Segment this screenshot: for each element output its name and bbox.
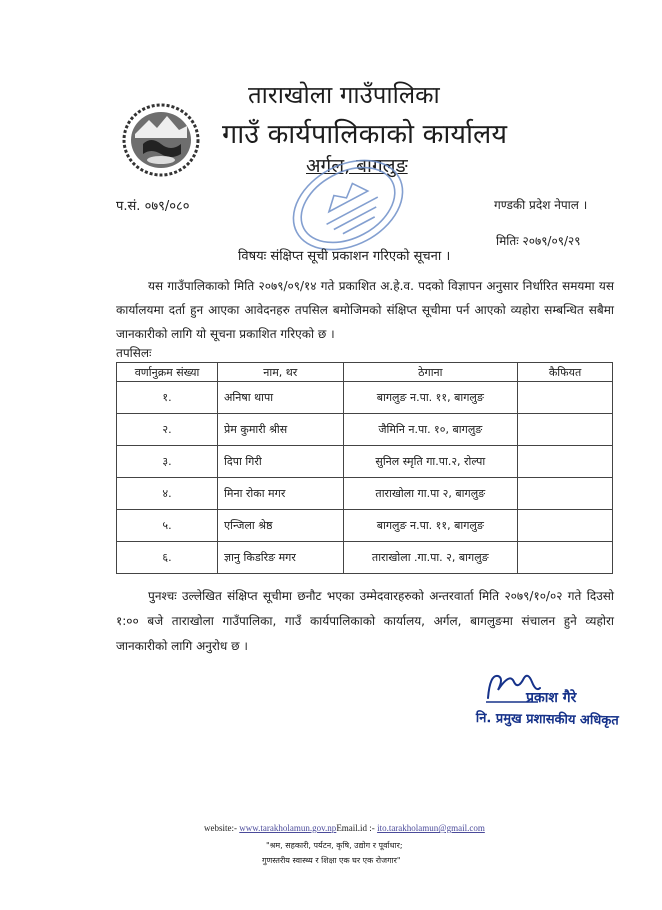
cell-address: ताराखोला .गा.पा. २, बागलुङ <box>343 542 518 574</box>
cell-name: दिपा गिरी <box>218 446 344 478</box>
cell-remarks <box>518 478 613 510</box>
cell-serial: ३. <box>117 446 218 478</box>
footer-slogan-line-1: "श्रम, सहकारी, पर्यटन, कृषि, उद्योग र पूर्वाधार; <box>266 841 403 850</box>
table-row <box>117 542 613 574</box>
cell-serial: २. <box>117 414 218 446</box>
postscript-note: पुनश्चः उल्लेखित संक्षिप्त सूचीमा छनौट भएका उम्मेदवारहरुको अन्तरवार्ता मिति २०७९/१०/०२ गते दिउसो १:०० बजे ताराखोला गाउँपालिका, गाउँ कार्यपालिकाको कार्यालय, अर्गल, बागलुङमा संचालन हुने व्यहोरा जानकारीको लागि अनुरोध छ । <box>116 589 614 653</box>
cell-serial: १. <box>117 382 218 414</box>
signer-title: नि. प्रमुख प्रशासकीय अधिकृत <box>475 710 619 729</box>
table-row <box>117 414 613 446</box>
notice-subject: विषयः संक्षिप्त सूची प्रकाशन गरिएको सूचना । <box>238 249 451 264</box>
column-header-serial: वर्णानुक्रम संख्या <box>117 363 218 382</box>
shortlist-table <box>116 362 613 574</box>
cell-name: मिना रोका मगर <box>218 478 344 510</box>
cell-address: ताराखोला गा.पा २, बागलुङ <box>343 478 518 510</box>
cell-serial: ५. <box>117 510 218 542</box>
cell-address: जैमिनि न.पा. १०, बागलुङ <box>343 414 518 446</box>
office-title: गाउँ कार्यपालिकाको कार्यालय <box>222 119 507 150</box>
footer-website-label: website:- <box>204 823 237 833</box>
notice-date: मितिः २०७९/०९/२९ <box>496 234 581 248</box>
office-name: ताराखोला गाउँपालिका <box>248 81 440 109</box>
reference-number: प.सं. ०७९/०८० <box>116 199 190 214</box>
province-label: गण्डकी प्रदेश नेपाल । <box>494 198 588 212</box>
cell-remarks <box>518 510 613 542</box>
column-header-remarks: कैफियत <box>518 363 613 382</box>
table-row <box>117 382 613 414</box>
official-stamp <box>280 150 416 260</box>
cell-remarks <box>518 382 613 414</box>
footer-email-link[interactable]: ito.tarakholamun@gmail.com <box>377 823 485 833</box>
cell-name: अनिषा थापा <box>218 382 344 414</box>
cell-name: प्रेम कुमारी श्रीस <box>218 414 344 446</box>
footer-contact <box>204 823 485 833</box>
table-row <box>117 478 613 510</box>
office-address: अर्गल, बागलुङ <box>306 155 408 177</box>
notice-body: यस गाउँपालिकाको मिति २०७९/०९/१४ गते प्रकाशित अ.हे.व. पदको विज्ञापन अनुसार निर्धारित समयमा यस कार्यालयमा दर्ता हुन आएका आवेदनहरु तपसिल बमोजिमको संक्षिप्त सूचीमा पर्न आएको व्यहोरा सम्बन्धित सबैमा जानकारीको लागि यो सूचना प्रकाशित गरिएको छ । <box>116 279 614 341</box>
details-label: तपसिलः <box>116 346 152 360</box>
cell-address: बागलुङ न.पा. ११, बागलुङ <box>343 510 518 542</box>
cell-serial: ६. <box>117 542 218 574</box>
cell-remarks <box>518 414 613 446</box>
government-emblem-icon <box>121 100 201 178</box>
cell-remarks <box>518 446 613 478</box>
signer-name: प्रकाश गैरे <box>526 690 577 706</box>
footer-slogan-line-2: गुणस्तरीय स्वास्थ्य र शिक्षा एक घर एक रोजगार" <box>262 856 401 865</box>
cell-serial: ४. <box>117 478 218 510</box>
footer-website-link[interactable]: www.tarakholamun.gov.np <box>239 823 337 833</box>
column-header-address: ठेगाना <box>343 363 518 382</box>
cell-address: बागलुङ न.पा. ११, बागलुङ <box>343 382 518 414</box>
cell-remarks <box>518 542 613 574</box>
table-header-row <box>117 363 613 382</box>
footer-email-label: Email.id :- <box>336 823 375 833</box>
cell-address: सुनिल स्मृति गा.पा.२, रोल्पा <box>343 446 518 478</box>
cell-name: ज्ञानु किडरिङ मगर <box>218 542 344 574</box>
cell-name: एन्जिला श्रेष्ठ <box>218 510 344 542</box>
table-row <box>117 446 613 478</box>
table-row <box>117 510 613 542</box>
column-header-name: नाम, थर <box>218 363 344 382</box>
